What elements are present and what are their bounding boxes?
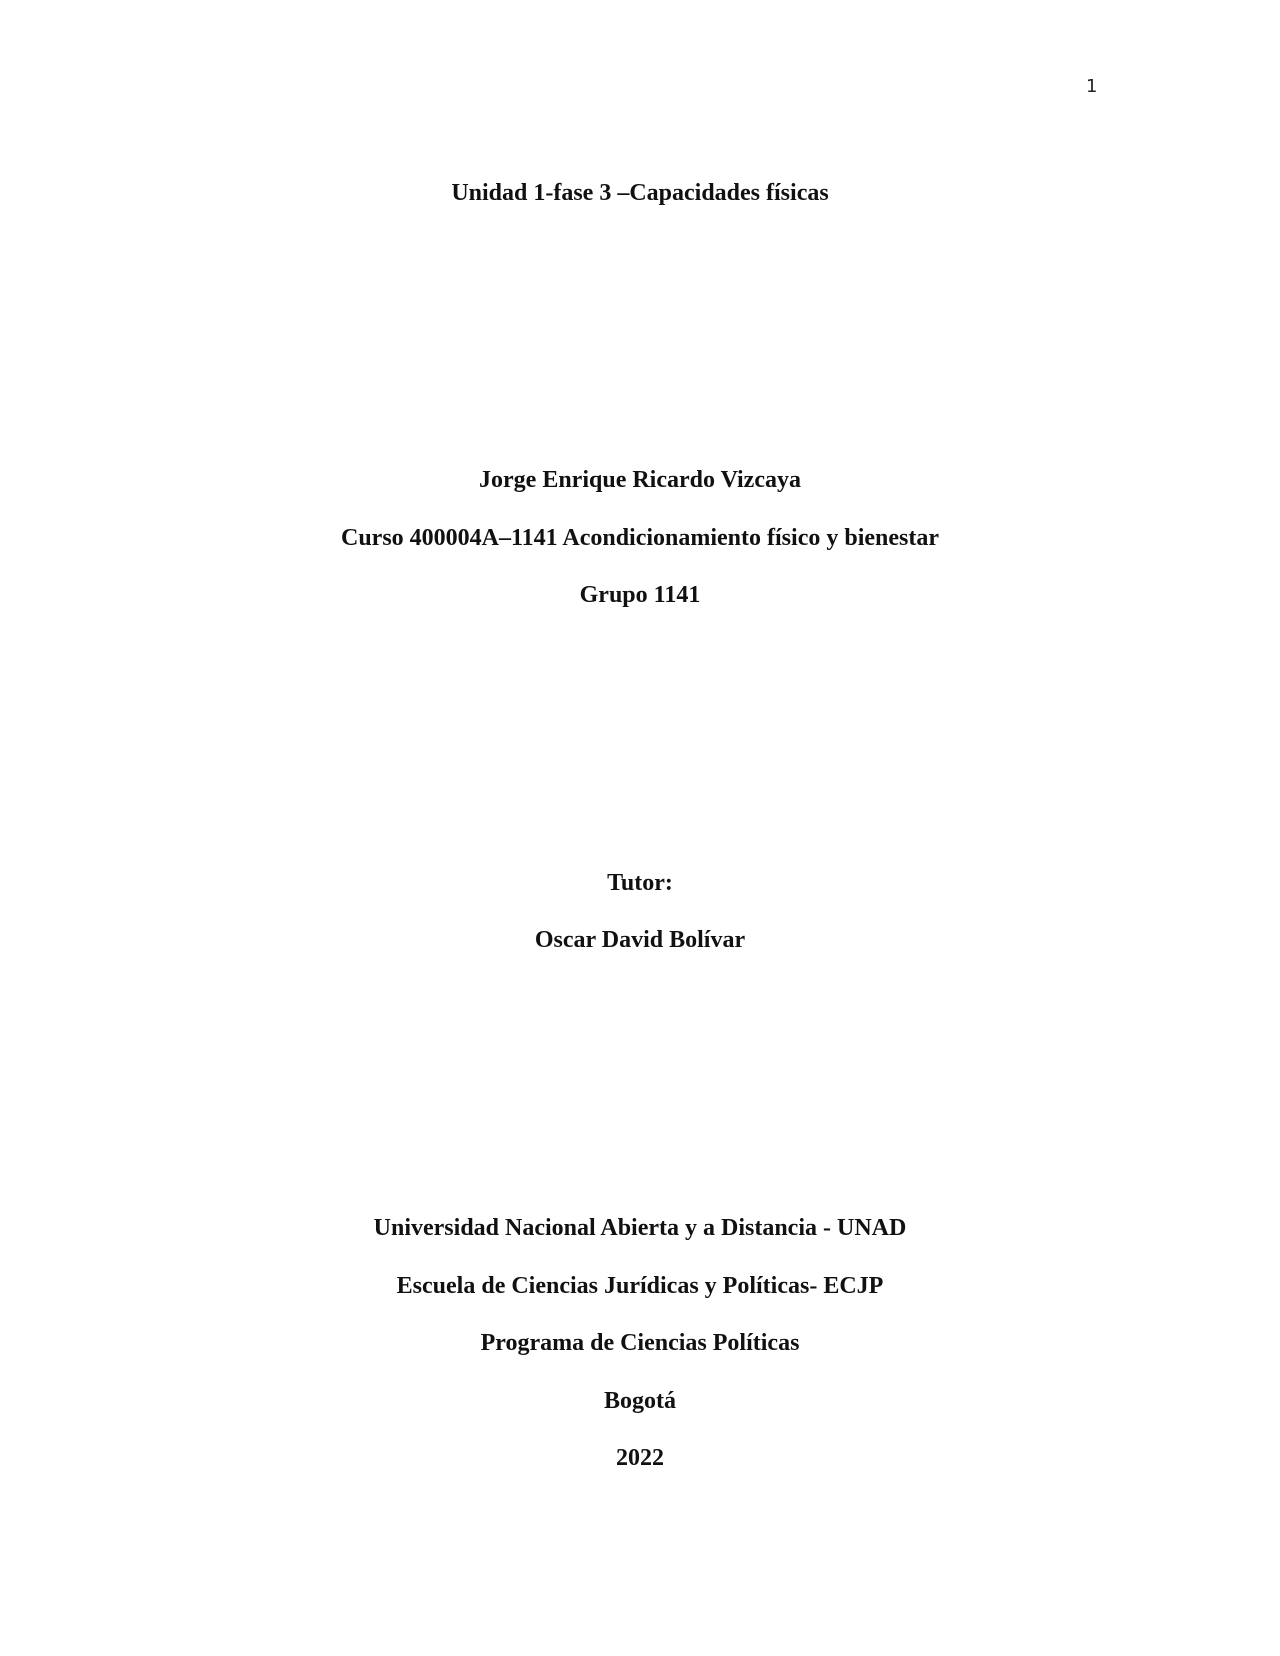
tutor-label: Tutor: [607,870,673,896]
city-name: Bogotá [604,1388,676,1414]
school-name: Escuela de Ciencias Jurídicas y Políticas- ECJP [396,1273,884,1299]
university-name: Universidad Nacional Abierta y a Distancia - UNAD [373,1215,907,1241]
tutor-name: Oscar David Bolívar [534,927,746,953]
document-title: Unidad 1-fase 3 –Capacidades físicas [451,180,829,206]
program-name: Programa de Ciencias Políticas [480,1330,800,1356]
author-name: Jorge Enrique Ricardo Vizcaya [479,467,801,493]
page-number: 1 [1086,76,1098,97]
group-name: Grupo 1141 [579,582,701,608]
course-name: Curso 400004A–1141 Acondicionamiento físico y bienestar [341,525,939,551]
year: 2022 [616,1445,664,1471]
